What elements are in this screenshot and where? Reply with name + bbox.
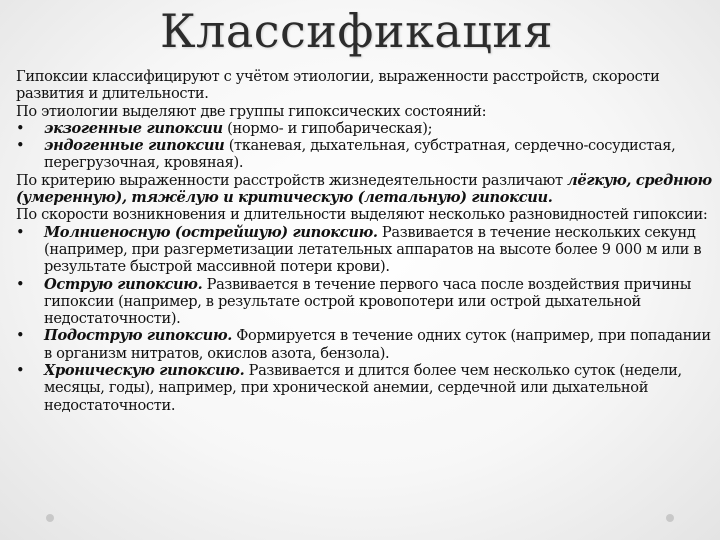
speed-term: Хроническую гипоксию.	[44, 362, 245, 380]
etiology-term: экзогенные гипоксии	[44, 119, 223, 137]
speed-item-subacute	[16, 327, 712, 362]
speed-term: Подострую гипоксию.	[44, 327, 232, 345]
etiology-item-endogenous	[16, 137, 712, 172]
intro-text: Гипоксии классифицируют с учётом этиологии, выраженности расстройств, скорости развития и длительности.	[16, 68, 660, 103]
speed-item-chronic	[16, 362, 712, 414]
speed-desc: Развивается и длится более чем несколько суток (недели, месяцы, годы), например, при хронической анемии, сердечной или дыхательной недостаточности.	[44, 362, 682, 414]
severity-text	[16, 172, 712, 207]
bullet-dot: •	[16, 275, 25, 293]
severity-list: лёгкую, среднюю (умеренную), тяжёлую и критическую (летальную) гипоксии.	[16, 171, 712, 207]
etiology-item-exogenous	[16, 120, 712, 137]
speed-intro: По скорости возникновения и длительности выделяют несколько разновидностей гипоксии:	[16, 206, 708, 224]
etiology-desc: (нормо- и гипобарическая);	[222, 119, 433, 137]
speed-desc: Развивается в течение нескольких секунд (например, при разгерметизации летательных аппаратов на высоте более 9 000 м или в результате быстрой массивной потери крови).	[44, 223, 702, 276]
etiology-desc: (тканевая, дыхательная, субстратная, сердечно-сосудистая, перегрузочная, кровяная).	[44, 137, 676, 172]
severity-intro: По критерию выраженности расстройств жизнедеятельности различают	[16, 171, 563, 189]
speed-term: Молниеносную (острейшую) гипоксию.	[44, 223, 378, 241]
bullet-dot: •	[16, 223, 25, 241]
bullet-dot: •	[16, 137, 25, 155]
decorative-dot-left-icon	[46, 514, 54, 522]
slide-title: Классификация	[160, 4, 554, 58]
speed-item-acute	[16, 276, 712, 328]
speed-term: Острую гипоксию.	[44, 275, 203, 293]
bullet-dot: •	[16, 327, 25, 345]
speed-desc: Формируется в течение одних суток (например, при попадании в организм нитратов, окислов азота, бензола).	[44, 327, 711, 362]
speed-desc: Развивается в течение первого часа после воздействия причины гипоксии (например, в результате острой кровопотери или острой дыхательной недостаточности).	[44, 275, 691, 328]
bullet-dot: •	[16, 362, 25, 380]
etiology-term: эндогенные гипоксии	[44, 137, 225, 155]
slide-content	[16, 68, 712, 414]
speed-item-fulminant	[16, 224, 712, 276]
etiology-intro: По этиологии выделяют две группы гипоксических состояний:	[16, 102, 487, 120]
bullet-dot: •	[16, 119, 25, 137]
decorative-dot-right-icon	[666, 514, 674, 522]
